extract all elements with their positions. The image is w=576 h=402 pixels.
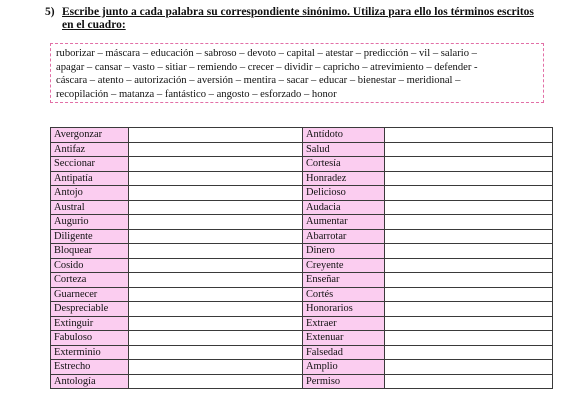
- answer-cell[interactable]: [385, 128, 553, 143]
- word-cell: Austral: [51, 200, 129, 215]
- word-box-line: recopilación – matanza – fantástico – angosto – esforzado – honor: [56, 88, 337, 100]
- answer-cell[interactable]: [385, 360, 553, 375]
- answer-cell[interactable]: [385, 374, 553, 389]
- word-box: [50, 43, 544, 103]
- word-cell: Enseñar: [303, 273, 385, 288]
- word-cell: Despreciable: [51, 302, 129, 317]
- word-cell: Extinguir: [51, 316, 129, 331]
- word-cell: Cortés: [303, 287, 385, 302]
- answer-cell[interactable]: [385, 142, 553, 157]
- table-row: [51, 287, 553, 302]
- word-cell: Delicioso: [303, 186, 385, 201]
- table-row: [51, 273, 553, 288]
- word-cell: Avergonzar: [51, 128, 129, 143]
- word-cell: Creyente: [303, 258, 385, 273]
- table-row: [51, 360, 553, 375]
- word-cell: Antipatía: [51, 171, 129, 186]
- word-cell: Falsedad: [303, 345, 385, 360]
- word-cell: Corteza: [51, 273, 129, 288]
- word-cell: Fabuloso: [51, 331, 129, 346]
- word-cell: Honradez: [303, 171, 385, 186]
- word-cell: Extraer: [303, 316, 385, 331]
- answer-cell[interactable]: [385, 215, 553, 230]
- answer-cell[interactable]: [129, 244, 303, 259]
- word-cell: Cosido: [51, 258, 129, 273]
- table-row: [51, 331, 553, 346]
- word-cell: Amplio: [303, 360, 385, 375]
- word-cell: Extenuar: [303, 331, 385, 346]
- word-cell: Guarnecer: [51, 287, 129, 302]
- answer-cell[interactable]: [385, 244, 553, 259]
- answer-cell[interactable]: [129, 345, 303, 360]
- word-box-line: ruborizar – máscara – educación – sabroso – devoto – capital – atestar – predicción – vil – salario –: [56, 48, 477, 59]
- answer-cell[interactable]: [129, 273, 303, 288]
- word-cell: Dinero: [303, 244, 385, 259]
- table-row: [51, 215, 553, 230]
- word-cell: Bloquear: [51, 244, 129, 259]
- answer-cell[interactable]: [385, 157, 553, 172]
- answer-cell[interactable]: [129, 157, 303, 172]
- answer-cell[interactable]: [385, 345, 553, 360]
- answer-cell[interactable]: [129, 200, 303, 215]
- exercise-number: 5): [45, 6, 55, 18]
- answer-cell[interactable]: [129, 331, 303, 346]
- word-cell: Antojo: [51, 186, 129, 201]
- table-row: [51, 374, 553, 389]
- word-cell: Honorarios: [303, 302, 385, 317]
- answer-cell[interactable]: [385, 171, 553, 186]
- answer-cell[interactable]: [129, 229, 303, 244]
- table-row: [51, 258, 553, 273]
- answer-cell[interactable]: [129, 287, 303, 302]
- table-row: [51, 345, 553, 360]
- answer-cell[interactable]: [385, 186, 553, 201]
- table-row: [51, 128, 553, 143]
- answer-cell[interactable]: [129, 142, 303, 157]
- answer-cell[interactable]: [129, 374, 303, 389]
- word-cell: Audacia: [303, 200, 385, 215]
- word-cell: Augurio: [51, 215, 129, 230]
- answer-cell[interactable]: [385, 229, 553, 244]
- word-cell: Antifaz: [51, 142, 129, 157]
- word-cell: Aumentar: [303, 215, 385, 230]
- table-row: [51, 186, 553, 201]
- answer-cell[interactable]: [385, 273, 553, 288]
- word-cell: Antídoto: [303, 128, 385, 143]
- word-cell: Cortesía: [303, 157, 385, 172]
- exercise-instruction: [45, 6, 542, 32]
- word-cell: Exterminio: [51, 345, 129, 360]
- word-cell: Salud: [303, 142, 385, 157]
- table-row: [51, 200, 553, 215]
- word-cell: Estrecho: [51, 360, 129, 375]
- answer-cell[interactable]: [385, 331, 553, 346]
- answer-cell[interactable]: [385, 287, 553, 302]
- word-cell: Antología: [51, 374, 129, 389]
- word-box-line: cáscara – atento – autorización – aversión – mentira – sacar – educar – bienestar – meridional –: [56, 75, 461, 87]
- table-row: [51, 302, 553, 317]
- answer-cell[interactable]: [385, 302, 553, 317]
- answer-cell[interactable]: [129, 258, 303, 273]
- synonym-table: [50, 127, 553, 389]
- table-row: [51, 229, 553, 244]
- word-box-line: apagar – cansar – vasto – sitiar – remiendo – crecer – dividir – capricho – atrevimiento – defender -: [56, 61, 478, 73]
- table-row: [51, 171, 553, 186]
- answer-cell[interactable]: [129, 302, 303, 317]
- table-row: [51, 142, 553, 157]
- answer-cell[interactable]: [385, 200, 553, 215]
- answer-cell[interactable]: [129, 171, 303, 186]
- answer-cell[interactable]: [129, 215, 303, 230]
- table-row: [51, 157, 553, 172]
- word-cell: Permiso: [303, 374, 385, 389]
- answer-cell[interactable]: [385, 316, 553, 331]
- answer-cell[interactable]: [129, 316, 303, 331]
- word-cell: Seccionar: [51, 157, 129, 172]
- word-cell: Diligente: [51, 229, 129, 244]
- table-row: [51, 244, 553, 259]
- answer-cell[interactable]: [129, 128, 303, 143]
- answer-cell[interactable]: [129, 360, 303, 375]
- instruction-text: Escribe junto a cada palabra su correspondiente sinónimo. Utiliza para ello los términos escritos en el cuadro:: [62, 6, 534, 31]
- answer-cell[interactable]: [129, 186, 303, 201]
- word-cell: Abarrotar: [303, 229, 385, 244]
- table-row: [51, 316, 553, 331]
- answer-cell[interactable]: [385, 258, 553, 273]
